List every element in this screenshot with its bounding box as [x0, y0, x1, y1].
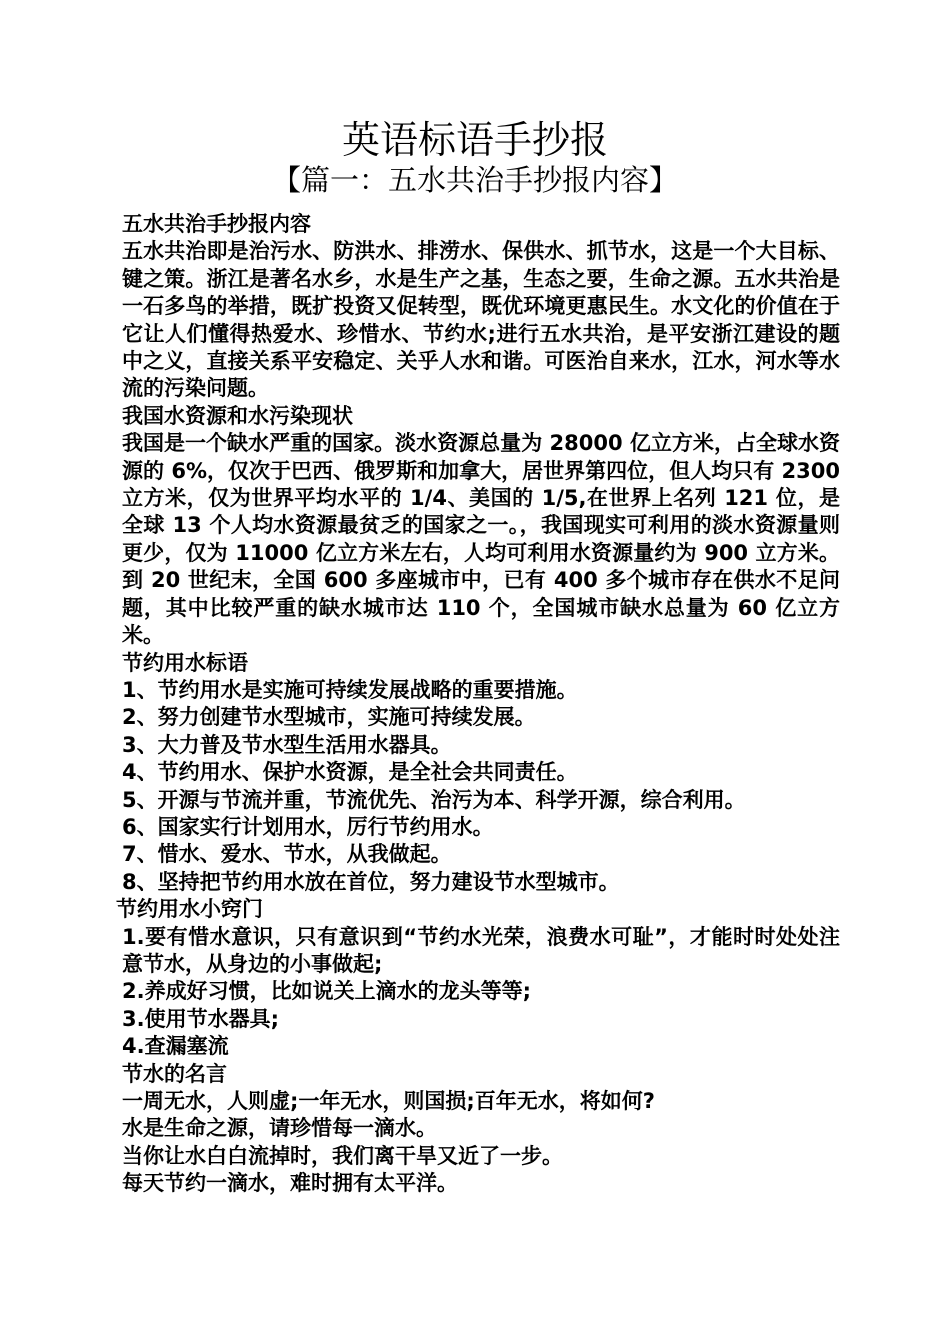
- quote-item: 一周无水，人则虚;一年无水，则国损;百年无水，将如何?: [122, 1089, 655, 1113]
- section-heading: 节水的名言: [122, 1061, 227, 1086]
- document-body: [116, 211, 840, 1198]
- slogan-item: 5、开源与节流并重，节流优先、治污为本、科学开源，综合利用。: [122, 787, 746, 812]
- slogan-item: 3、大力普及节水型生活用水器具。: [122, 732, 452, 757]
- slogan-item: 8、坚持把节约用水放在首位，努力建设节水型城市。: [122, 869, 620, 894]
- slogan-item: 4、节约用水、保护水资源，是全社会共同责任。: [122, 760, 578, 785]
- tip-item: 4.查漏塞流: [122, 1034, 229, 1059]
- quote-item: 每天节约一滴水，难时拥有太平洋。: [122, 1171, 458, 1196]
- quote-item: 水是生命之源，请珍惜每一滴水。: [122, 1116, 437, 1141]
- tip-item: 2.养成好习惯，比如说关上滴水的龙头等等;: [122, 979, 531, 1004]
- slogan-item: 7、惜水、爱水、节水，从我做起。: [122, 842, 452, 867]
- tip-item: 3.使用节水器具;: [122, 1006, 279, 1031]
- document-subtitle: 【篇一：五水共治手抄报内容】: [271, 163, 678, 197]
- document-title: 英语标语手抄报: [341, 118, 608, 162]
- section-heading: 节约用水标语: [122, 650, 248, 675]
- section-paragraph: 我国是一个缺水严重的国家。淡水资源总量为 28000 亿立方米，占全球水资源的 6%，仅次于巴西、俄罗斯和加拿大，居世界第四位，但人均只有 2300 立方米，仅为世界平均水平的 1/4、美国的 1/5,在世界上名列 121 位，是全球 13 个人均水资源最贫乏的国家之一。，我国现实可利用的淡水资源量则更少，仅为 11000 亿立方米左右，人均可利用水资源量约为 900 立方米。到 20 世纪末，全国 600 多座城市中，已有 400 多个城市存在供水不足问题，其中比较严重的缺水城市达 110 个，全国城市缺水总量为 60 亿立方米。: [122, 431, 840, 648]
- section-heading: 五水共治手抄报内容: [122, 212, 311, 236]
- section-paragraph: 五水共治即是治污水、防洪水、排涝水、保供水、抓节水，这是一个大目标、键之策。浙江是著名水乡，水是生产之基，生态之要，生命之源。五水共治是一石多鸟的举措，既扩投资又促转型，既优环境更惠民生。水文化的价值在于它让人们懂得热爱水、珍惜水、节约水;进行五水共治，是平安浙江建设的题中之义，直接关系平安稳定、关乎人水和谐。可医治自来水，江水，河水等水流的污染问题。: [122, 239, 840, 401]
- tip-item: 1.要有惜水意识，只有意识到“节约水光荣，浪费水可耻”，才能时时处处注意节水，从身边的小事做起;: [122, 924, 840, 976]
- section-heading: 我国水资源和水污染现状: [122, 403, 353, 428]
- slogan-item: 1、节约用水是实施可持续发展战略的重要措施。: [122, 677, 578, 702]
- slogan-item: 2、努力创建节水型城市，实施可持续发展。: [122, 705, 536, 730]
- section-heading: 节约用水小窍门: [116, 897, 263, 922]
- slogan-item: 6、国家实行计划用水，厉行节约用水。: [122, 814, 494, 839]
- quote-item: 当你让水白白流掉时，我们离干旱又近了一步。: [122, 1143, 563, 1168]
